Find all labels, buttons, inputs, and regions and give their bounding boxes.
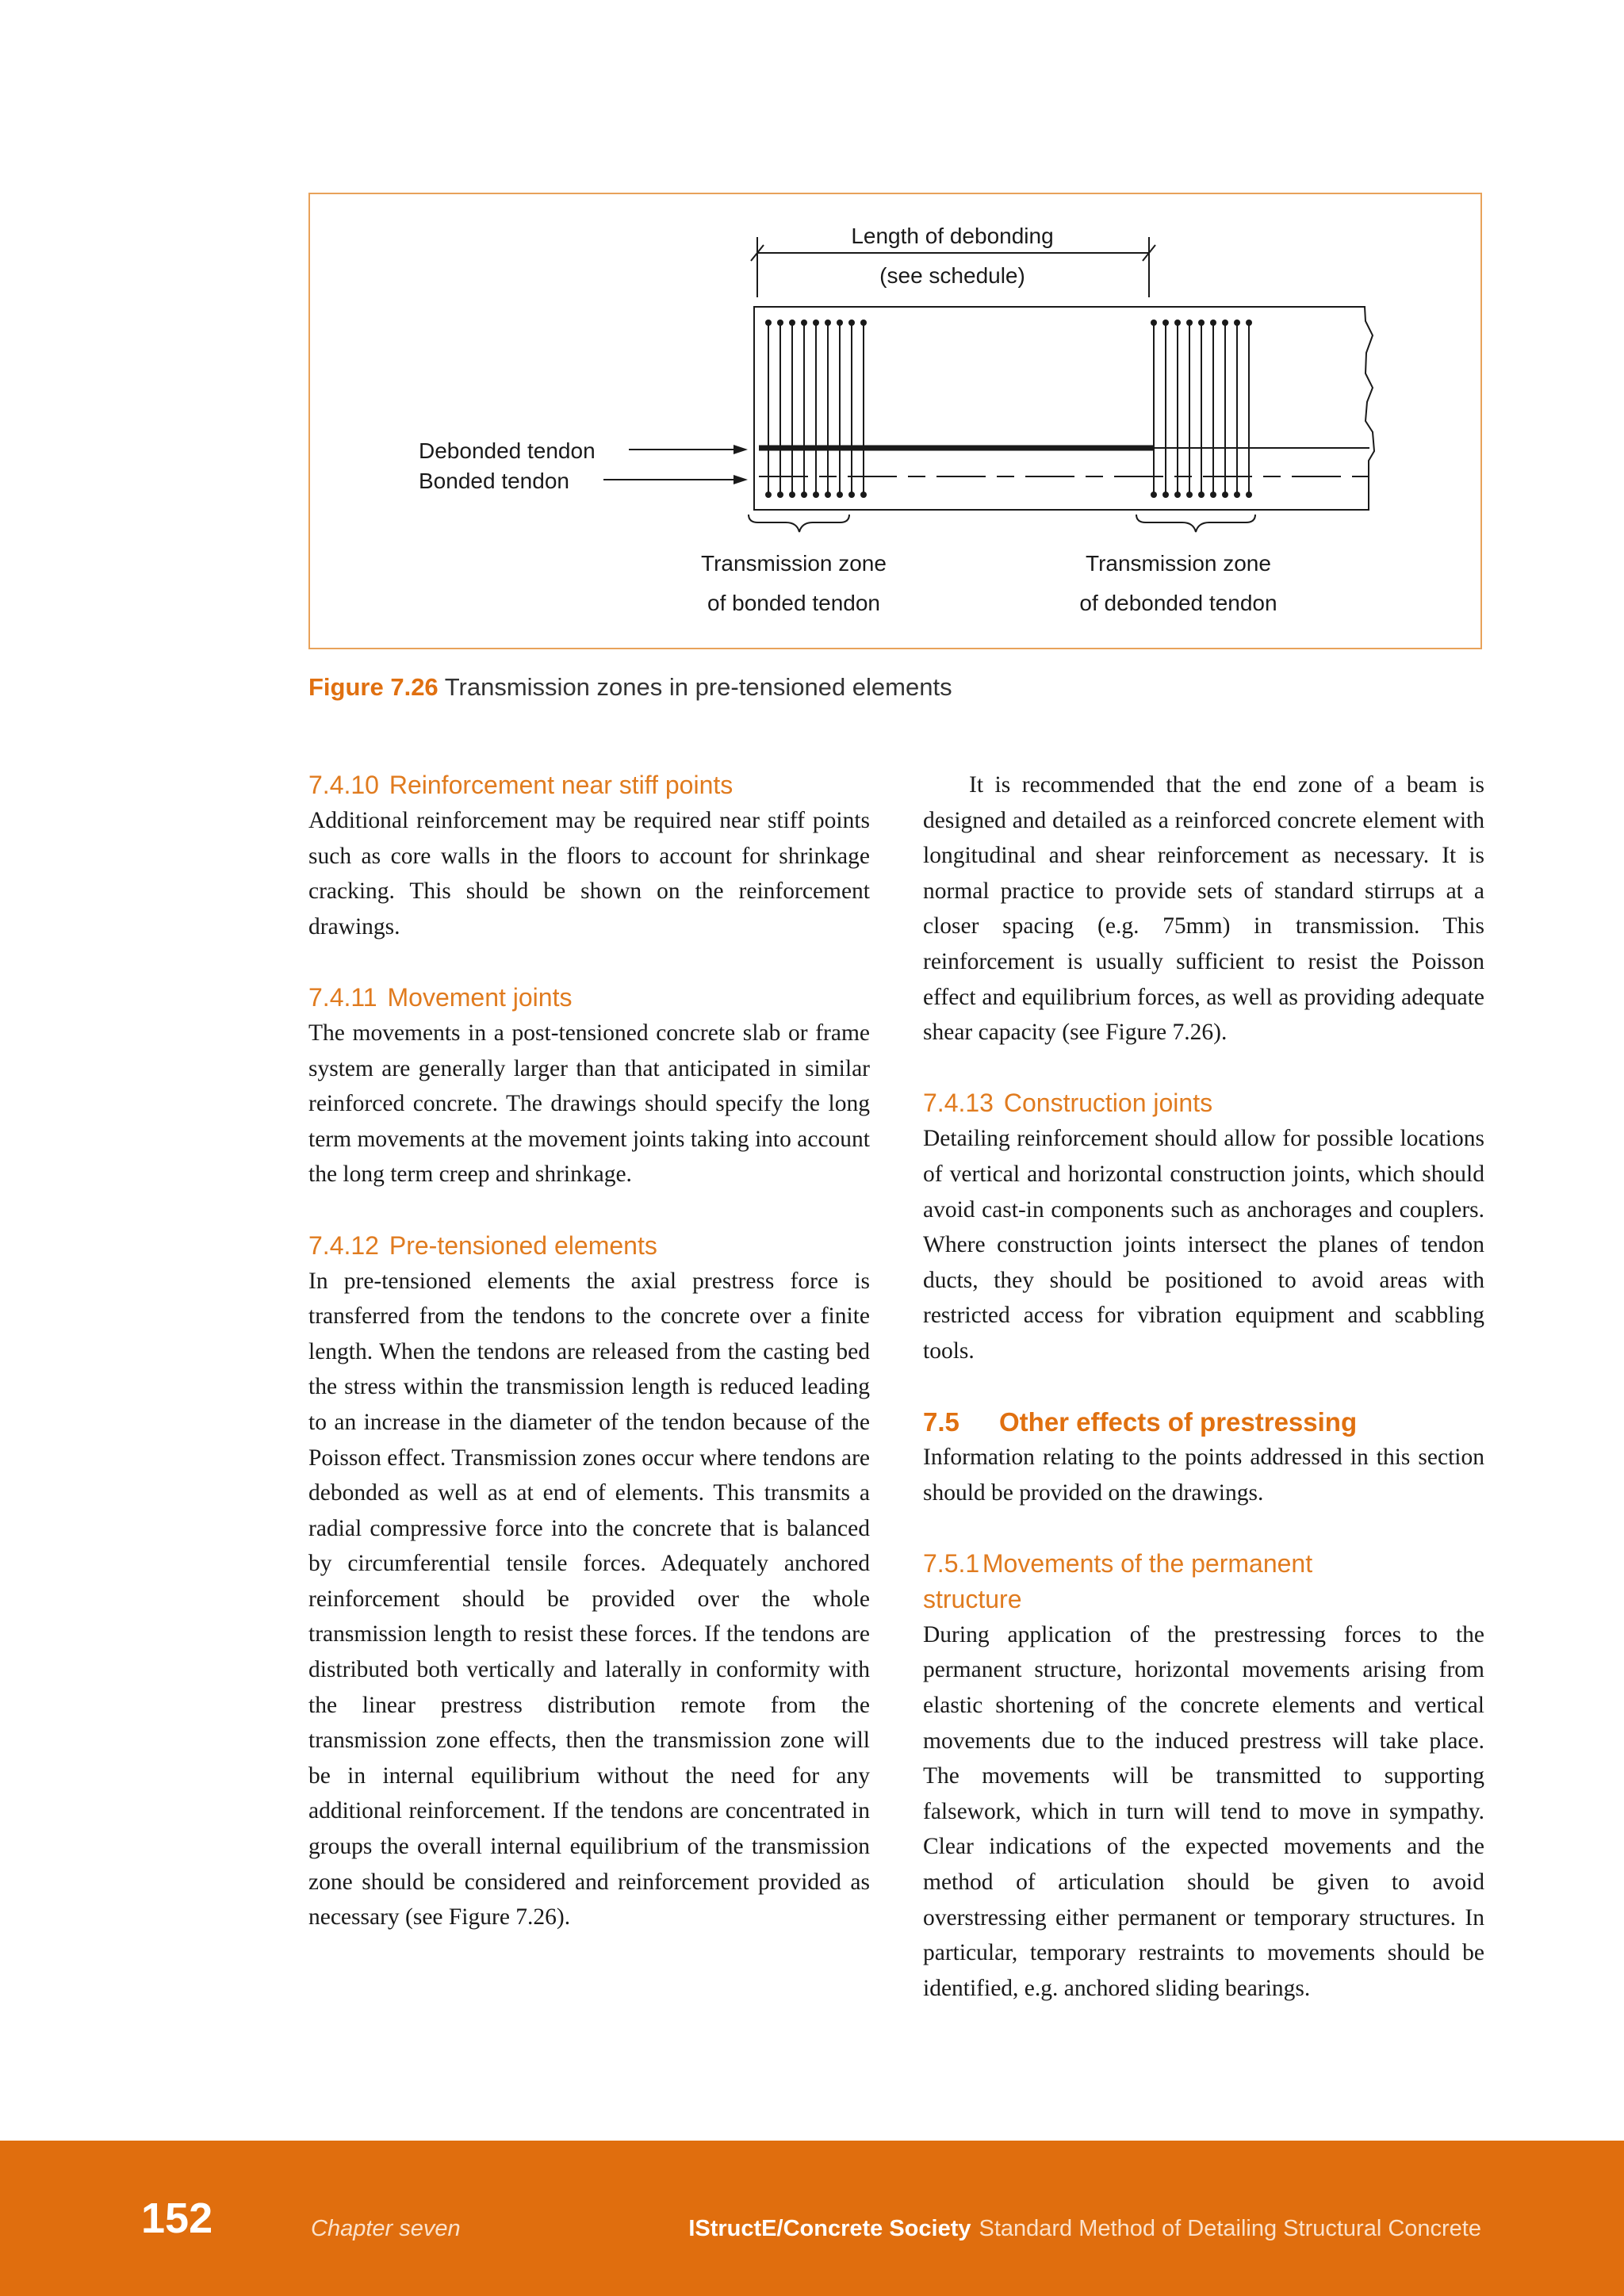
beam-outline — [754, 307, 1374, 510]
tz-debonded-label-1: Transmission zone — [1086, 551, 1271, 576]
stirrups-right — [1154, 323, 1249, 495]
paragraph-end-zone: It is recommended that the end zone of a beam is designed and detailed as a reinforced concrete element with longitudinal and shear reinforcement as necessary. It is normal practice to provide sets of standard stirrups at a closer spacing (e.g. 75mm) in transmission. This reinforcement is usually sufficient to resist the Poisson effect and equilibrium forces, as well as providing adequate shear capacity (see Figure 7.26). — [923, 772, 1484, 1046]
paragraph-7-4-12: In pre-tensioned elements the axial prestress force is transferred from the tendons to the concrete over a finite length. When the tendons are released from the casting bed the stress within the transmission length is reduced leading to an increase in the diameter of the tendon because of the Poisson effect. Transmission zones occur where tendons are debonded as well as at end of elements. This transmits a radial compressive force into the concrete that is balanced by circumferential tensile forces. Adequately anchored reinforcement should be provided over the whole transmission length to resist these forces. If the tendons are distributed both vertically and laterally in conformity with the linear prestress distribution remote from the transmission zone effects, then the transmission zone will be in internal equilibrium without the need for any additional reinforcement. If the tendons are concentrated in groups the overall internal equilibrium of the transmission zone should be considered and reinforcement provided as necessary (see Figure 7.26). — [308, 1268, 870, 1931]
heading-7-5-1 — [923, 1546, 1484, 1617]
length-label-2: (see schedule) — [879, 263, 1025, 288]
heading-7-4-12 — [308, 1228, 870, 1264]
brace-debonded — [1136, 515, 1255, 532]
publication-title — [688, 2216, 1481, 2242]
stirrups-left — [768, 323, 864, 495]
length-label-1: Length of debonding — [851, 224, 1054, 248]
tz-bonded-label-1: Transmission zone — [701, 551, 887, 576]
heading-title-line-2: structure — [923, 1584, 1022, 1613]
heading-7-4-10 — [308, 767, 870, 803]
heading-title: Other effects of prestressing — [999, 1407, 1358, 1437]
publisher-org: IStructE/Concrete Society — [688, 2216, 971, 2241]
bonded-arrowhead — [733, 475, 748, 484]
heading-number: 7.4.12 — [308, 1230, 379, 1260]
tz-debonded-label-2: of debonded tendon — [1079, 591, 1277, 615]
heading-7-5 — [923, 1404, 1484, 1440]
paragraph-7-5: Information relating to the points addressed in this section should be provided on the drawings. — [923, 1445, 1484, 1506]
heading-title: Movement joints — [387, 982, 573, 1012]
paragraph-7-5-1: During application of the prestressing forces to the permanent structure, horizontal movements arising from elastic shortening of the concrete elements and vertical movements due to the induced prestress will take place. The movements will be transmitted to supporting falsework, which in turn will tend to move in sympathy. Clear indications of the expected movements and the method of articulation should be given to avoid overstressing either permanent or temporary structures. In particular, temporary restraints to movements should be identified, e.g. anchored sliding bearings. — [923, 1621, 1484, 2001]
book-title: Standard Method of Detailing Structural Concrete — [979, 2216, 1481, 2241]
heading-7-4-13 — [923, 1085, 1484, 1121]
paragraph-7-4-10: Additional reinforcement may be required near stiff points such as core walls in the floors to account for shrinkage cracking. This should be shown on the reinforcement drawings. — [308, 808, 870, 939]
heading-number: 7.5 — [923, 1407, 959, 1437]
left-column — [308, 767, 870, 1935]
transmission-zone-diagram — [310, 194, 1484, 651]
figure-caption-text: Transmission zones in pre-tensioned elements — [444, 673, 952, 701]
heading-number: 7.4.13 — [923, 1089, 994, 1118]
heading-title: Pre-tensioned elements — [389, 1230, 657, 1260]
debonded-arrowhead — [733, 445, 748, 454]
chapter-label: Chapter seven — [311, 2216, 461, 2241]
heading-number: 7.4.11 — [308, 982, 377, 1012]
paragraph-7-4-13: Detailing reinforcement should allow for possible locations of vertical and horizontal construction joints, which should avoid cast-in components such as anchorages and couplers. Where construction joints intersect the planes of tendon ducts, they should be positioned to avoid areas with restricted access for vibration equipment and scabbling tools. — [923, 1126, 1484, 1364]
figure-caption — [308, 673, 1482, 702]
paragraph-7-4-11: The movements in a post-tensioned concrete slab or frame system are generally larger than that anticipated in similar reinforced concrete. The drawings should specify the long term movements at the movement joints taking into account the long term creep and shrinkage. — [308, 1020, 870, 1188]
brace-bonded — [749, 515, 849, 532]
figure-caption-label: Figure 7.26 — [308, 673, 439, 701]
heading-number: 7.4.10 — [308, 771, 379, 799]
page-number: 152 — [141, 2195, 213, 2242]
right-column — [923, 767, 1484, 2006]
debonded-tendon-label: Debonded tendon — [419, 438, 596, 463]
heading-title: Construction joints — [1003, 1089, 1213, 1118]
heading-7-4-11 — [308, 980, 870, 1016]
bonded-tendon-label: Bonded tendon — [419, 469, 569, 493]
tz-bonded-label-2: of bonded tendon — [707, 591, 880, 615]
heading-title-line-1: Movements of the permanent — [982, 1548, 1313, 1578]
heading-title: Reinforcement near stiff points — [389, 771, 733, 799]
heading-number: 7.5.1 — [923, 1548, 980, 1578]
figure-7-26 — [308, 193, 1482, 649]
